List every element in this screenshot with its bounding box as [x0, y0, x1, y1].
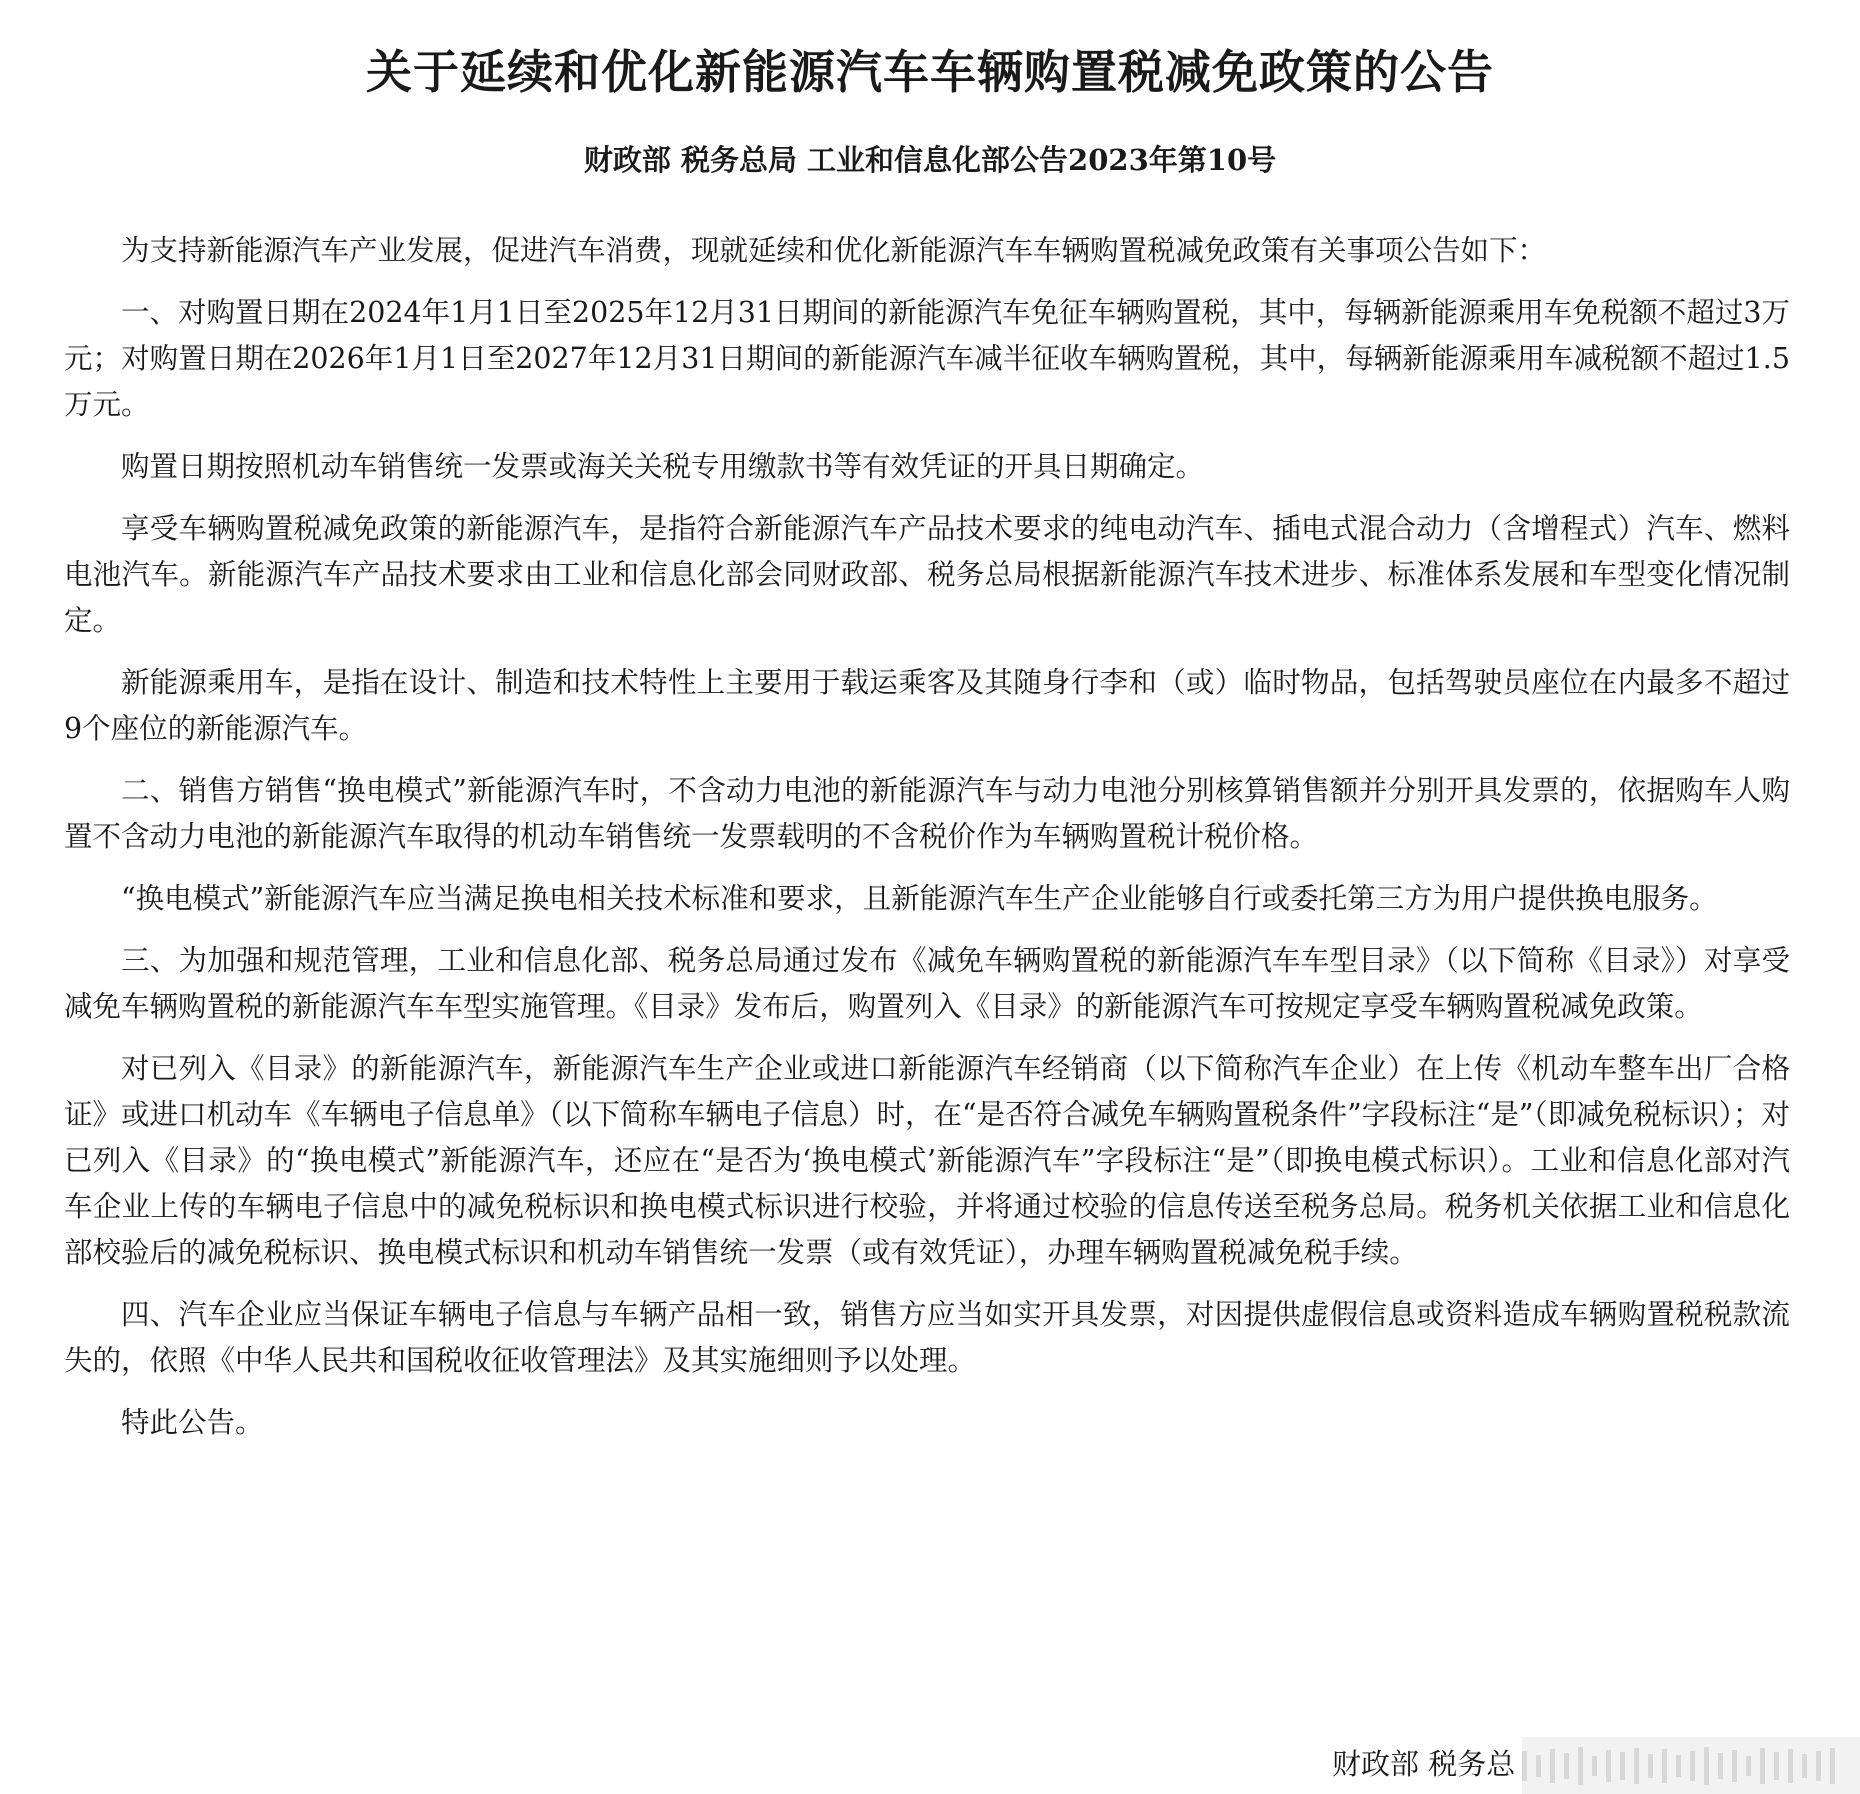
- paragraph-nev-definition: 享受车辆购置税减免政策的新能源汽车，是指符合新能源汽车产品技术要求的纯电动汽车、插电式混合动力（含增程式）汽车、燃料电池汽车。新能源汽车产品技术要求由工业和信息化部会同财政部、税务总局根据新能源汽车技术进步、标准体系发展和车型变化情况制定。: [64, 512, 1790, 637]
- paragraph-item-1: 一、对购置日期在2024年1月1日至2025年12月31日期间的新能源汽车免征车辆购置税，其中，每辆新能源乘用车免税额不超过3万元；对购置日期在2026年1月1日至2027年12月31日期间的新能源汽车减半征收车辆购置税，其中，每辆新能源乘用车减税额不超过1.5万元。: [64, 296, 1790, 421]
- paragraph-item-4: 四、汽车企业应当保证车辆电子信息与车辆产品相一致，销售方应当如实开具发票，对因提供虚假信息或资料造成车辆购置税税款流失的，依照《中华人民共和国税收征收管理法》及其实施细则予以处理。: [64, 1298, 1790, 1377]
- paragraph-closing: 特此公告。: [121, 1406, 264, 1439]
- document-number: 财政部 税务总局 工业和信息化部公告2023年第10号: [583, 143, 1277, 177]
- document-body: [64, 228, 1790, 1462]
- paragraph-purchase-date: 购置日期按照机动车销售统一发票或海关关税专用缴款书等有效凭证的开具日期确定。: [121, 450, 1205, 483]
- paragraph-item-2: 二、销售方销售“换电模式”新能源汽车时，不含动力电池的新能源汽车与动力电池分别核算销售额并分别开具发票的，依据购车人购置不含动力电池的新能源汽车取得的机动车销售统一发票载明的不含税价作为车辆购置税计税价格。: [64, 774, 1790, 853]
- document-title: 关于延续和优化新能源汽车车辆购置税减免政策的公告: [366, 45, 1494, 99]
- paragraph-catalog-marking: 对已列入《目录》的新能源汽车，新能源汽车生产企业或进口新能源汽车经销商（以下简称汽车企业）在上传《机动车整车出厂合格证》或进口机动车《车辆电子信息单》（以下简称车辆电子信息）时，在“是否符合减免车辆购置税条件”字段标注“是”（即减免税标识）；对已列入《目录》的“换电模式”新能源汽车，还应在“是否为‘换电模式’新能源汽车”字段标注“是”（即换电模式标识）。工业和信息化部对汽车企业上传的车辆电子信息中的减免税标识和换电模式标识进行校验，并将通过校验的信息传送至税务总局。税务机关依据工业和信息化部校验后的减免税标识、换电模式标识和机动车销售统一发票（或有效凭证），办理车辆购置税减免税手续。: [64, 1052, 1790, 1269]
- paragraph-battery-swap: “换电模式”新能源汽车应当满足换电相关技术标准和要求，且新能源汽车生产企业能够自行或委托第三方为用户提供换电服务。: [121, 882, 1718, 915]
- paragraph-intro: 为支持新能源汽车产业发展，促进汽车消费，现就延续和优化新能源汽车车辆购置税减免政策有关事项公告如下：: [121, 234, 1547, 267]
- paragraph-item-3: 三、为加强和规范管理，工业和信息化部、税务总局通过发布《减免车辆购置税的新能源汽车车型目录》（以下简称《目录》）对享受减免车辆购置税的新能源汽车车型实施管理。《目录》发布后，购置列入《目录》的新能源汽车可按规定享受车辆购置税减免政策。: [64, 944, 1790, 1023]
- watermark-overlay: [1522, 1737, 1860, 1794]
- signature-issuers: 财政部 税务总: [1332, 1747, 1516, 1781]
- paragraph-passenger-car-definition: 新能源乘用车，是指在设计、制造和技术特性上主要用于载运乘客及其随身行李和（或）临时物品，包括驾驶员座位在内最多不超过9个座位的新能源汽车。: [64, 666, 1790, 745]
